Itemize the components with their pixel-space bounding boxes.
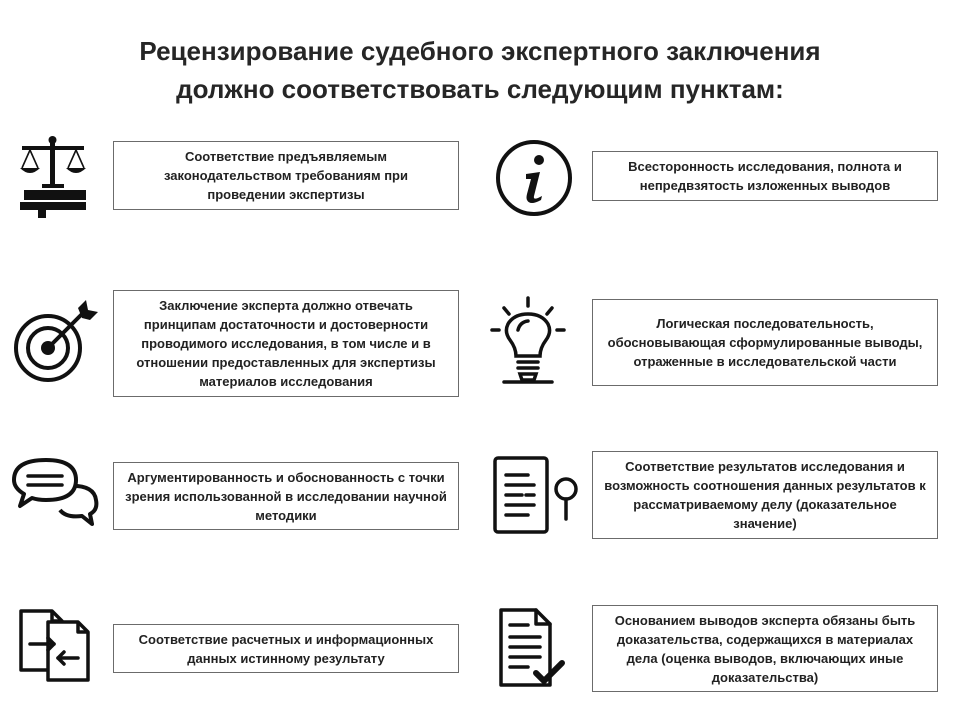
item-text-2: Всесторонность исследования, полнота и непредвзятость изложенных выводов <box>628 159 902 193</box>
item-text-5: Аргументированность и обоснованность с точки зрения использованной в исследовании научной методики <box>125 469 447 523</box>
info-icon <box>494 138 574 218</box>
document-search-icon <box>492 455 582 535</box>
item-box-2 <box>592 151 938 201</box>
item-box-6 <box>592 451 938 539</box>
item-box-5 <box>113 462 459 530</box>
item-text-6: Соответствие результатов исследования и возможность соотношения данных результатов к рассматриваемому делу (доказательное значение) <box>604 459 926 531</box>
title-line-1: Рецензирование судебного экспертного заключения <box>139 36 821 66</box>
document-check-icon <box>498 607 568 689</box>
file-transfer-icon <box>18 608 94 684</box>
item-text-3: Заключение эксперта должно отвечать принципам достаточности и достоверности проводимого исследования, в том числе и в отношении предоставленных для экспертизы материалов исследования <box>136 298 436 389</box>
item-box-7 <box>113 624 459 673</box>
chat-bubbles-icon <box>10 456 102 526</box>
item-text-7: Соответствие расчетных и информационных данных истинному результату <box>138 631 434 666</box>
item-box-8 <box>592 605 938 692</box>
item-text-1: Соответствие предъявляемым законодательством требованиям при проведении экспертизы <box>164 149 408 202</box>
item-text-8: Основанием выводов эксперта обязаны быть доказательства, содержащихся в материалах дела (оценка выводов, включающих иные доказательства) <box>614 612 916 685</box>
title-line-2: должно соответствовать следующим пунктам: <box>176 74 784 104</box>
item-box-3 <box>113 290 459 397</box>
item-text-4: Логическая последовательность, обосновывающая сформулированные выводы, отраженные в исследовательской части <box>607 316 923 369</box>
page-title <box>0 32 960 108</box>
target-icon <box>12 296 102 386</box>
item-box-4 <box>592 299 938 386</box>
scales-law-icon <box>16 134 92 218</box>
item-box-1 <box>113 141 459 210</box>
lightbulb-icon <box>488 296 568 386</box>
